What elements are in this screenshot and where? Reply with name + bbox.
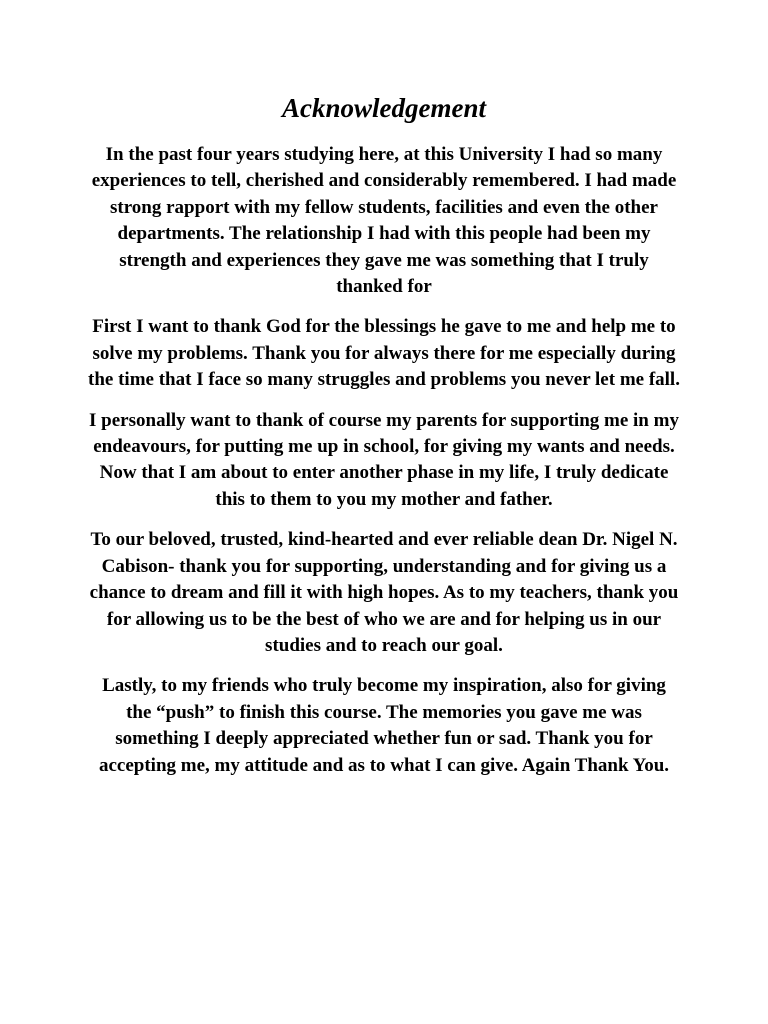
paragraph-university: In the past four years studying here, at this University I had so many experiences to tell, cherished and considerably remembered. I had made strong rapport with my fellow students, facilities and even the other departments. The relationship I had with this people had been my strength and experiences they gave me was something that I truly thanked for xyxy=(91,144,677,298)
paragraph-god: First I want to thank God for the blessings he gave to me and help me to solve my problems. Thank you for always there for me especially during the time that I face so many struggles and problems you never let me fall. xyxy=(88,316,680,391)
paragraph-dean-teachers: To our beloved, trusted, kind-hearted and ever reliable dean Dr. Nigel N. Cabison- thank you for supporting, understanding and for giving us a chance to dream and fill it with high hopes. As to my teachers, thank you for allowing us to be the best of who we are and for helping us in our studies and to reach our goal. xyxy=(89,529,679,656)
paragraph-parents: I personally want to thank of course my parents for supporting me in my endeavours, for putting me up in school, for giving my wants and needs. Now that I am about to enter another phase in my life, I truly dedicate this to them to you my mother and father. xyxy=(89,409,679,510)
document-body xyxy=(88,142,680,793)
page-title: Acknowledgement xyxy=(282,93,486,123)
paragraph-friends: Lastly, to my friends who truly become my inspiration, also for giving the “push” to finish this course. The memories you gave me was something I deeply appreciated whether fun or sad. Thank you for accepting me, my attitude and as to what I can give. Again Thank You. xyxy=(98,675,670,776)
